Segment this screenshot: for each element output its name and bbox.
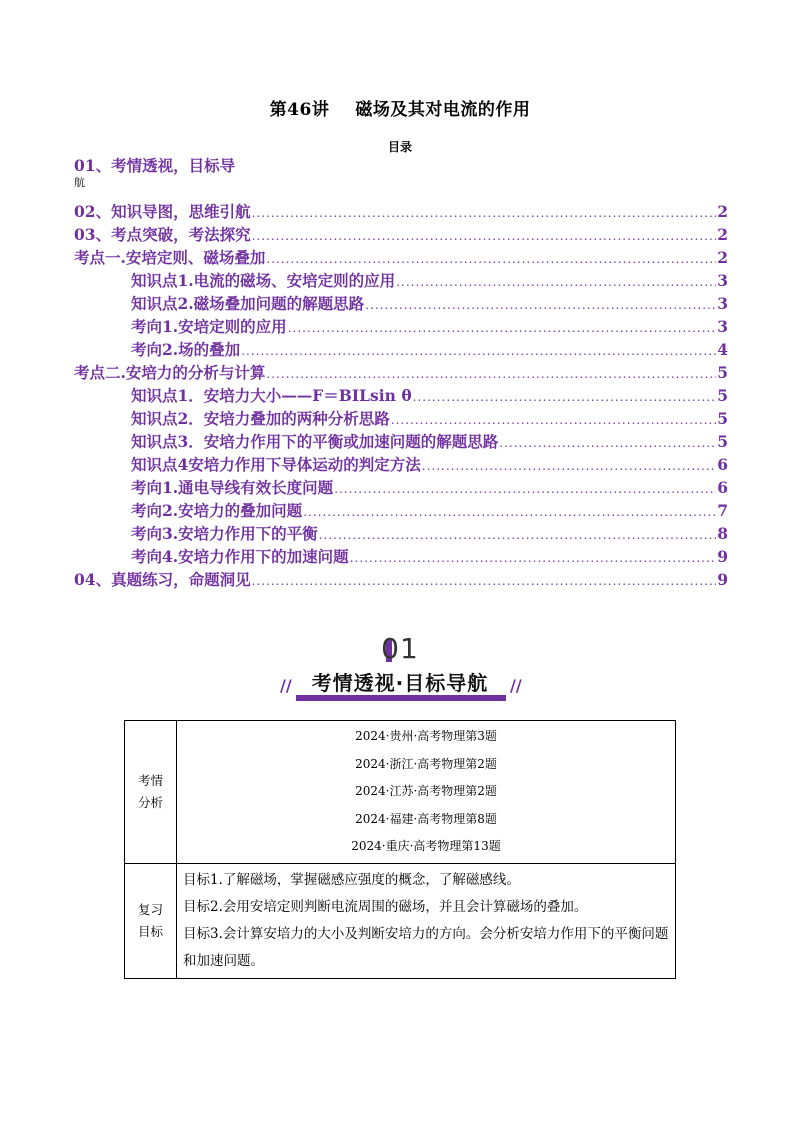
section-number: 01 [381, 632, 419, 665]
toc-entry[interactable] [74, 200, 728, 223]
toc-entry-title: 考点一.安培定则、磁场叠加 [74, 248, 266, 267]
toc-entry-page: 2 [717, 202, 728, 221]
toc-leader-dots [422, 455, 716, 478]
toc-entry[interactable] [74, 568, 728, 591]
toc-entry[interactable] [74, 269, 728, 292]
goals-row [125, 863, 676, 978]
toc-entry-page: 6 [717, 455, 728, 474]
toc-entry-title: 考向1.安培定则的应用 [131, 317, 287, 336]
toc-leader-dots [241, 340, 716, 363]
goal-item: 目标2.会用安培定则判断电流周围的磁场，并且会计算磁场的叠加。 [183, 898, 588, 915]
toc-entry-title: 考向4.安培力作用下的加速问题 [131, 547, 349, 566]
toc-entry-page: 5 [717, 386, 728, 405]
toc-leader-dots [334, 478, 716, 501]
toc-entry[interactable] [74, 453, 728, 476]
toc-leader-dots [252, 225, 717, 248]
toc-leader-dots [288, 317, 717, 340]
exam-item: 2024·浙江·高考物理第2题 [355, 756, 497, 771]
exam-item: 2024·福建·高考物理第8题 [355, 811, 497, 826]
toc-entry[interactable] [74, 223, 728, 246]
toc-entry-page: 3 [717, 294, 728, 313]
toc-entry-title: 知识点2.磁场叠加问题的解题思路 [131, 294, 365, 313]
toc-entry-first[interactable]: 01、考情透视，目标导 [74, 156, 236, 175]
toc-entry-title: 考向1.通电导线有效长度问题 [131, 478, 334, 497]
toc-entry-title: 考点二.安培力的分析与计算 [74, 363, 266, 382]
toc-leader-dots [303, 501, 716, 524]
toc-entry[interactable] [74, 407, 728, 430]
toc-entry-page: 9 [717, 570, 728, 589]
toc-entry-page: 6 [717, 478, 728, 497]
toc-entry[interactable] [74, 522, 728, 545]
lecture-topic: 磁场及其对电流的作用 [355, 100, 531, 120]
toc-entry-page: 2 [717, 225, 728, 244]
table-of-contents [74, 156, 728, 591]
goals-label: 复习 目标 [125, 863, 177, 978]
analysis-label: 考情 分析 [125, 721, 177, 864]
toc-leader-dots [252, 202, 717, 225]
toc-entry[interactable] [74, 338, 728, 361]
toc-leader-dots [396, 271, 716, 294]
toc-entry[interactable] [74, 476, 728, 499]
toc-entry-page: 8 [717, 524, 728, 543]
toc-leader-dots [391, 409, 716, 432]
toc-leader-dots [319, 524, 717, 547]
toc-leader-dots [365, 294, 716, 317]
toc-entry[interactable] [74, 545, 728, 568]
section-banner [0, 632, 800, 702]
toc-leader-dots [413, 386, 717, 409]
toc-entry[interactable] [74, 499, 728, 522]
exam-list [177, 721, 676, 864]
toc-entry-page: 5 [717, 409, 728, 428]
toc-entry[interactable] [74, 315, 728, 338]
toc-leader-dots [266, 248, 716, 271]
toc-entry-title: 知识点4安培力作用下导体运动的判定方法 [131, 455, 421, 474]
toc-entry-title: 03、考点突破，考法探究 [74, 225, 251, 244]
toc-entry-page: 4 [717, 340, 728, 359]
toc-entry-page: 5 [717, 432, 728, 451]
toc-entry-title: 04、真题练习，命题洞见 [74, 570, 251, 589]
toc-entry-page: 2 [717, 248, 728, 267]
goal-list [177, 863, 676, 978]
toc-leader-dots [252, 570, 717, 593]
toc-entry-title: 02、知识导图，思维引航 [74, 202, 251, 221]
exam-item: 2024·重庆·高考物理第13题 [351, 839, 501, 853]
goals-table [124, 720, 676, 979]
toc-entry-title: 知识点2．安培力叠加的两种分析思路 [131, 409, 390, 428]
goal-item: 目标1.了解磁场，掌握磁感应强度的概念，了解磁感线。 [183, 871, 520, 888]
toc-leader-dots [499, 432, 716, 455]
exam-item: 2024·贵州·高考物理第3题 [355, 729, 497, 743]
toc-entry-title: 考向2.场的叠加 [131, 340, 241, 359]
toc-heading: 目录 [387, 140, 412, 154]
toc-entry[interactable] [74, 292, 728, 315]
toc-entry-title: 知识点1．安培力大小——F＝BILsin θ [131, 386, 412, 405]
toc-entry-page: 9 [717, 547, 728, 566]
toc-entry-title: 知识点1.电流的磁场、安培定则的应用 [131, 271, 396, 290]
analysis-row [125, 721, 676, 864]
toc-entry[interactable] [74, 246, 728, 269]
toc-entry-title: 考向3.安培力作用下的平衡 [131, 524, 318, 543]
banner-deco-left: // [280, 676, 292, 695]
toc-entry-page: 7 [717, 501, 728, 520]
toc-entry-page: 3 [717, 317, 728, 336]
toc-leader-dots [350, 547, 717, 570]
toc-entry[interactable] [74, 384, 728, 407]
lecture-number: 第46讲 [269, 100, 330, 120]
toc-entry-first-wrap: 航 [74, 176, 85, 189]
toc-entry-title: 知识点3．安培力作用下的平衡或加速问题的解题思路 [131, 432, 499, 451]
banner-deco-right: // [510, 676, 522, 695]
toc-entry[interactable] [74, 430, 728, 453]
exam-item: 2024·江苏·高考物理第2题 [355, 784, 497, 798]
toc-leader-dots [266, 363, 716, 386]
page-title [0, 95, 800, 120]
toc-entry-page: 5 [717, 363, 728, 382]
toc-entry[interactable] [74, 361, 728, 384]
goal-item: 目标3.会计算安培力的大小及判断安培力的方向。会分析安培力作用下的平衡问题和加速问题。 [183, 925, 669, 969]
section-title: 考情透视·目标导航 [311, 671, 489, 695]
toc-entry-page: 3 [717, 271, 728, 290]
toc-entry-title: 考向2.安培力的叠加问题 [131, 501, 303, 520]
